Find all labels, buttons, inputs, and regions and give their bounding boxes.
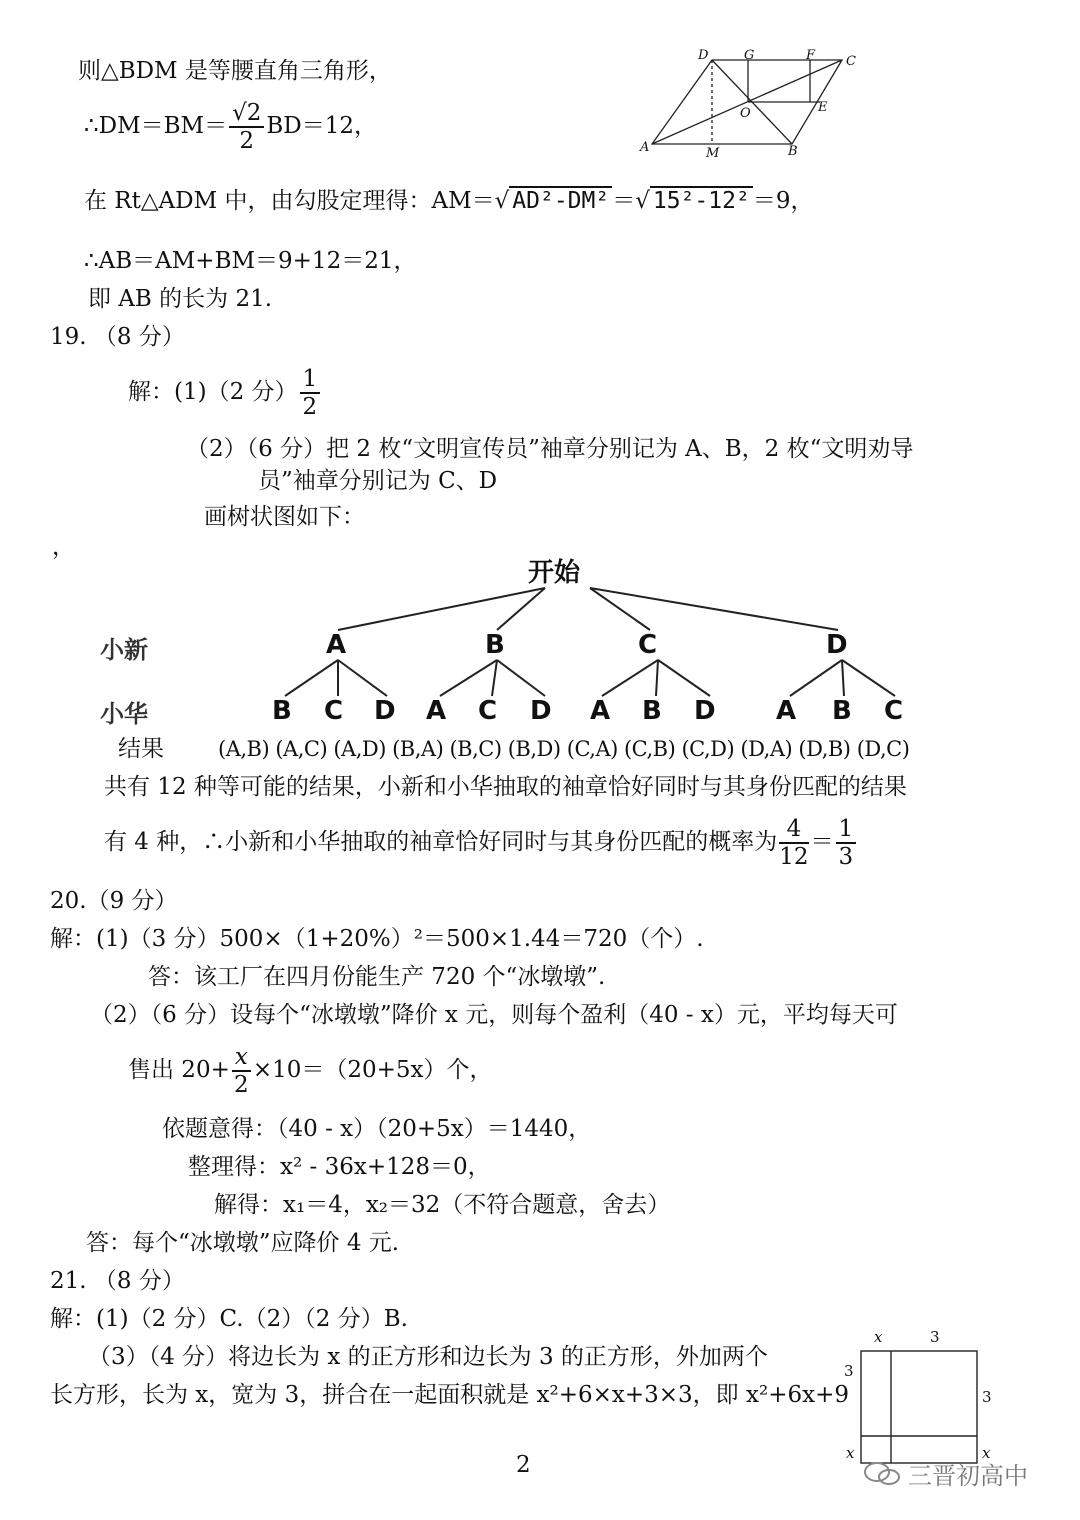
q20-line4-den: 2 bbox=[234, 1072, 249, 1098]
wechat-icon bbox=[862, 1460, 902, 1488]
sec18-line4: ∴AB＝AM+BM＝9+12＝21， bbox=[84, 248, 417, 274]
q19-comma: ， bbox=[52, 534, 75, 560]
q19-prob-den2: 3 bbox=[838, 844, 854, 870]
fig-label-a: A bbox=[640, 140, 650, 155]
tree-edge-root-d bbox=[590, 588, 838, 630]
sec18-line2-post: BD＝12， bbox=[266, 113, 377, 139]
tree-l2-node: A bbox=[776, 696, 797, 726]
result-item: (C,A) bbox=[566, 737, 618, 761]
tree-edge-c-3 bbox=[658, 660, 710, 696]
q19-prob-eq: ＝ bbox=[810, 829, 834, 855]
q19-tree-intro: 画树状图如下： bbox=[204, 504, 365, 530]
q21-heading: 21. （8 分） bbox=[50, 1268, 185, 1294]
tree-l2-node: D bbox=[694, 696, 716, 726]
result-item: (A,D) bbox=[333, 737, 386, 761]
tree-root: 开始 bbox=[528, 558, 581, 588]
q20-line4-fraction bbox=[232, 1044, 251, 1098]
tree-edge-b-2 bbox=[492, 660, 497, 696]
tree-edge-c-2 bbox=[656, 660, 658, 696]
result-item: (C,B) bbox=[623, 737, 676, 761]
tree-edge-root-c bbox=[590, 588, 650, 630]
tree-l2-node: A bbox=[590, 696, 611, 726]
sec18-fraction-num: √2 bbox=[229, 100, 264, 128]
tree-edge-root-a bbox=[338, 588, 545, 630]
q19-result-label: 结果 bbox=[118, 736, 164, 762]
sec18-line3-post: ＝9， bbox=[752, 188, 814, 214]
q20-line4-num: x bbox=[232, 1044, 251, 1072]
tree-edge-c-1 bbox=[602, 660, 658, 696]
q20-line2: 答：该工厂在四月份能生产 720 个“冰墩墩”. bbox=[148, 964, 606, 990]
q19-heading: 19. （8 分） bbox=[50, 324, 185, 350]
tree-edge-d-1 bbox=[790, 660, 842, 696]
tree-edge-b-1 bbox=[440, 660, 497, 696]
q20-line6: 整理得：x² - 36x+128＝0， bbox=[188, 1154, 491, 1180]
sec18-line1: 则△BDM 是等腰直角三角形， bbox=[78, 58, 392, 84]
square-figure bbox=[858, 1348, 982, 1468]
tree-edge-d-2 bbox=[842, 660, 844, 696]
tree-edge-a-1 bbox=[285, 660, 338, 696]
q19-prob-fraction bbox=[779, 816, 808, 870]
q19-part1-num: 1 bbox=[300, 366, 321, 394]
q20-line3: （2）（6 分）设每个“冰墩墩”降价 x 元，则每个盈利（40 - x）元，平均每天可 bbox=[90, 1002, 898, 1028]
sec18-line3: 在 Rt△ADM 中，由勾股定理得：AM＝√ AD²-DM² ＝√ 15²-12² ＝9， bbox=[84, 188, 814, 214]
sec18-fraction-den: 2 bbox=[239, 128, 255, 154]
q19-prob-fraction2 bbox=[836, 816, 857, 870]
result-item: (A,B) bbox=[218, 737, 270, 761]
fig-label-e: E bbox=[818, 100, 828, 115]
q19-part2-line2: 员”袖章分别记为 C、D bbox=[258, 468, 498, 494]
fig-label-f: F bbox=[806, 48, 816, 63]
fig21-bot-x: x bbox=[846, 1444, 855, 1462]
fig21-left-3: 3 bbox=[844, 1362, 854, 1380]
tree-edge-b-3 bbox=[497, 660, 545, 696]
tree-l1-node: B bbox=[485, 630, 505, 660]
tree-row2-label: 小华 bbox=[100, 700, 148, 728]
q20-heading: 20.（9 分） bbox=[50, 888, 178, 914]
q19-part1-den: 2 bbox=[302, 394, 318, 420]
sec18-sqrt2: 15²-12² bbox=[650, 186, 753, 214]
sec18-line2-pre: ∴DM＝BM＝ bbox=[84, 113, 228, 139]
q19-part1-fraction bbox=[300, 366, 321, 420]
result-item: (D,B) bbox=[798, 737, 851, 761]
q19-part2-line1: （2）（6 分）把 2 枚“文明宣传员”袖章分别记为 A、B，2 枚“文明劝导 bbox=[186, 436, 914, 462]
q21-line3: 长方形，长为 x，宽为 3，拼合在一起面积就是 x²+6×x+3×3，即 x²+6x+9 bbox=[50, 1382, 849, 1408]
tree-l2-node: A bbox=[426, 696, 447, 726]
q21-line1: 解：(1)（2 分）C.（2）（2 分）B. bbox=[50, 1306, 408, 1332]
fig21-bot-x2: x bbox=[982, 1444, 991, 1462]
q20-line8: 答：每个“冰墩墩”应降价 4 元. bbox=[86, 1230, 400, 1256]
sec18-line3-pre: 在 Rt△ADM 中，由勾股定理得：AM＝ bbox=[84, 188, 495, 214]
tree-l2-node: B bbox=[832, 696, 852, 726]
result-item: (B,D) bbox=[507, 737, 561, 761]
sec18-line2 bbox=[84, 96, 377, 156]
tree-edge-a-3 bbox=[338, 660, 387, 696]
tree-l2-node: C bbox=[884, 696, 904, 726]
q19-prob-den: 12 bbox=[779, 844, 809, 870]
watermark bbox=[862, 1456, 1028, 1491]
fig21-top-3: 3 bbox=[930, 1328, 940, 1346]
fig-label-g: G bbox=[744, 48, 755, 63]
q19-prob-num2: 1 bbox=[836, 816, 857, 844]
q19-part1 bbox=[128, 362, 322, 422]
result-item: (D,A) bbox=[740, 737, 793, 761]
q20-line1: 解：(1)（3 分）500×（1+20%）²＝500×1.44＝720（个）. bbox=[50, 926, 704, 952]
tree-l1-node: A bbox=[326, 630, 347, 660]
sec18-line5: 即 AB 的长为 21. bbox=[88, 286, 273, 312]
square-outline bbox=[861, 1351, 977, 1463]
result-item: (C,D) bbox=[681, 737, 735, 761]
fig21-top-x: x bbox=[874, 1328, 883, 1346]
fig-label-c: C bbox=[846, 54, 856, 69]
fig-label-o: O bbox=[740, 106, 751, 121]
q21-line2: （3）（4 分）将边长为 x 的正方形和边长为 3 的正方形，外加两个 bbox=[88, 1344, 768, 1370]
q20-line4-pre: 售出 20+ bbox=[128, 1057, 230, 1083]
sec18-sqrt1: AD²-DM² bbox=[509, 186, 612, 214]
result-item: (B,C) bbox=[449, 737, 502, 761]
result-item: (A,C) bbox=[275, 737, 328, 761]
q20-line5: 依题意得：（40 - x）（20+5x）＝1440， bbox=[162, 1116, 592, 1142]
tree-l2-node: C bbox=[478, 696, 498, 726]
tree-l2-node: B bbox=[272, 696, 292, 726]
result-item: (D,C) bbox=[856, 737, 910, 761]
sec18-fraction bbox=[229, 100, 264, 154]
tree-l2-node: D bbox=[530, 696, 552, 726]
tree-l2-node: D bbox=[374, 696, 396, 726]
fig21-right-3: 3 bbox=[982, 1388, 992, 1406]
sec18-line3-eq: ＝ bbox=[612, 188, 636, 214]
tree-edge-d-3 bbox=[842, 660, 895, 696]
q20-line4-post: ×10＝（20+5x）个， bbox=[252, 1057, 493, 1083]
result-item: (B,A) bbox=[392, 737, 444, 761]
q19-prob-num: 4 bbox=[779, 816, 808, 844]
q19-conclusion-line2 bbox=[104, 812, 858, 872]
tree-edge-root-b bbox=[497, 588, 545, 630]
q19-conclusion-line1: 共有 12 种等可能的结果，小新和小华抽取的袖章恰好同时与其身份匹配的结果 bbox=[104, 774, 907, 800]
q19-part1-pre: 解：(1)（2 分） bbox=[128, 379, 298, 405]
tree-l1-node: C bbox=[638, 630, 658, 660]
page-number: 2 bbox=[516, 1452, 531, 1478]
fig-label-b: B bbox=[788, 144, 798, 159]
fig-label-d: D bbox=[698, 48, 709, 63]
q20-line7: 解得：x₁＝4，x₂＝32（不符合题意，舍去） bbox=[214, 1192, 671, 1218]
tree-l1-node: D bbox=[826, 630, 848, 660]
tree-row1-label: 小新 bbox=[100, 636, 148, 664]
q19-results bbox=[218, 734, 909, 764]
q19-conclusion-pre: 有 4 种，∴小新和小华抽取的袖章恰好同时与其身份匹配的概率为 bbox=[104, 829, 778, 855]
watermark-text: 三晋初高中 bbox=[908, 1462, 1028, 1490]
fig-label-m: M bbox=[706, 146, 720, 161]
tree-l2-node: B bbox=[642, 696, 662, 726]
q20-line4 bbox=[128, 1040, 493, 1100]
tree-l2-node: C bbox=[324, 696, 344, 726]
